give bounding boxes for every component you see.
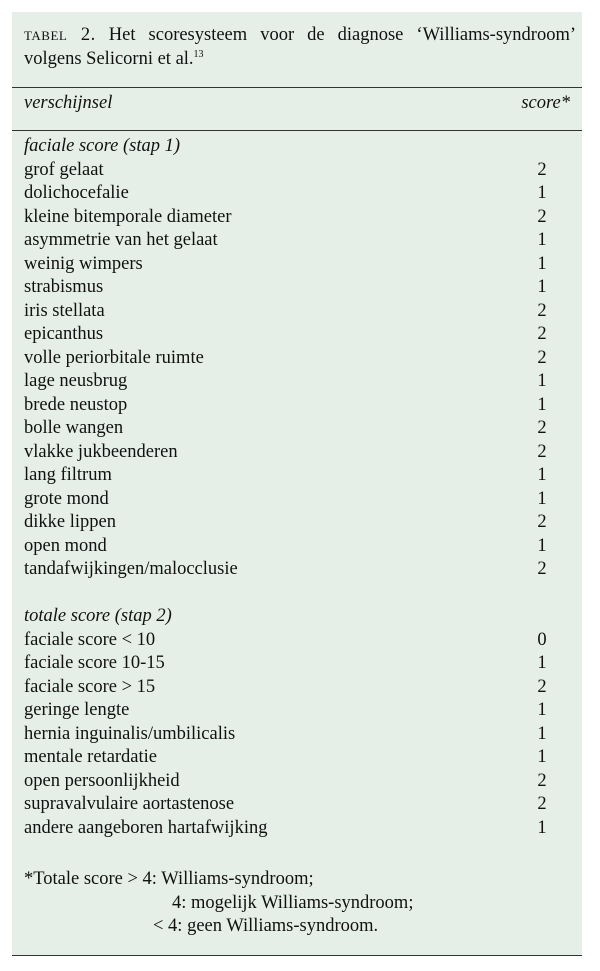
row-score: 1 xyxy=(537,277,547,297)
table-row xyxy=(24,558,552,582)
table-row xyxy=(24,464,552,488)
row-verschijnsel: dolichocefalie xyxy=(24,183,129,203)
table-row xyxy=(24,676,552,700)
row-score: 2 xyxy=(537,559,547,579)
row-verschijnsel: kleine bitemporale diameter xyxy=(24,206,232,227)
row-verschijnsel: hernia inguinalis/umbilicalis xyxy=(24,723,236,744)
table-row xyxy=(24,300,552,324)
row-score: 2 xyxy=(537,206,547,227)
table-row xyxy=(24,394,552,418)
row-score: 1 xyxy=(537,747,547,767)
table-row xyxy=(24,229,552,253)
row-verschijnsel: bolle wangen xyxy=(24,418,124,438)
row-score: 1 xyxy=(537,817,547,838)
table-row xyxy=(24,793,552,817)
row-verschijnsel: volle periorbitale ruimte xyxy=(24,347,204,368)
table-row xyxy=(24,770,552,794)
reference-number: 13 xyxy=(193,49,204,60)
row-score: 1 xyxy=(537,488,547,509)
row-score: 0 xyxy=(537,629,547,650)
table-row xyxy=(24,535,552,559)
row-verschijnsel: open mond xyxy=(24,535,107,556)
row-score: 2 xyxy=(537,300,547,321)
row-verschijnsel: iris stellata xyxy=(24,300,105,321)
row-verschijnsel: andere aangeboren hartafwijking xyxy=(24,817,268,838)
table-row xyxy=(24,699,552,723)
footnote-line-1: *Totale score > 4: Williams-syndroom; xyxy=(24,869,314,889)
row-score: 2 xyxy=(537,324,547,344)
row-score: 1 xyxy=(537,465,547,485)
row-verschijnsel: lang filtrum xyxy=(24,465,112,485)
row-score: 1 xyxy=(537,394,547,415)
table-row xyxy=(24,441,552,465)
table-row xyxy=(24,511,552,535)
table-panel xyxy=(12,12,582,956)
column-header-score: score* xyxy=(521,93,570,113)
row-verschijnsel: lage neusbrug xyxy=(24,371,128,391)
table-row xyxy=(24,817,552,841)
row-score: 2 xyxy=(537,418,547,438)
table-row xyxy=(24,159,552,183)
table-row xyxy=(24,370,552,394)
table-row xyxy=(24,488,552,512)
row-verschijnsel: grote mond xyxy=(24,488,109,509)
row-score: 2 xyxy=(537,512,547,532)
row-score: 1 xyxy=(537,371,547,391)
column-header-verschijnsel: verschijnsel xyxy=(24,93,113,113)
row-verschijnsel: brede neustop xyxy=(24,394,128,415)
section-title-text: faciale score (stap 1) xyxy=(24,136,181,156)
row-score: 1 xyxy=(537,253,547,274)
header-rule xyxy=(12,130,582,131)
table-row xyxy=(24,347,552,371)
row-verschijnsel: dikke lippen xyxy=(24,512,116,532)
table-row xyxy=(24,182,552,206)
section-title xyxy=(24,605,552,629)
table-row xyxy=(24,746,552,770)
row-score: 2 xyxy=(537,347,547,368)
row-score: 1 xyxy=(537,700,547,720)
row-score: 2 xyxy=(537,770,547,791)
table-label: tabel 2. xyxy=(24,25,96,45)
row-score: 2 xyxy=(537,159,547,180)
table-row xyxy=(24,323,552,347)
row-score: 1 xyxy=(537,653,547,673)
row-score: 2 xyxy=(537,676,547,697)
row-verschijnsel: faciale score < 10 xyxy=(24,629,156,650)
row-verschijnsel: faciale score 10-15 xyxy=(24,653,165,673)
section-title xyxy=(24,135,552,159)
row-score: 2 xyxy=(537,794,547,814)
top-rule xyxy=(12,87,582,88)
row-verschijnsel: mentale retardatie xyxy=(24,747,158,767)
row-verschijnsel: supravalvulaire aortastenose xyxy=(24,794,235,814)
row-score: 1 xyxy=(537,535,547,556)
row-verschijnsel: faciale score > 15 xyxy=(24,676,156,697)
row-score: 2 xyxy=(537,441,547,462)
row-score: 1 xyxy=(537,723,547,744)
row-verschijnsel: strabismus xyxy=(24,277,104,297)
row-verschijnsel: grof gelaat xyxy=(24,159,104,180)
row-verschijnsel: weinig wimpers xyxy=(24,253,143,274)
row-verschijnsel: tandafwijkingen/malocclusie xyxy=(24,559,238,579)
table-row xyxy=(24,276,552,300)
row-score: 1 xyxy=(537,230,547,250)
row-score: 1 xyxy=(537,183,547,203)
table-row xyxy=(24,629,552,653)
table-row xyxy=(24,253,552,277)
table-caption xyxy=(24,23,576,71)
section-title-text: totale score (stap 2) xyxy=(24,606,172,626)
row-verschijnsel: geringe lengte xyxy=(24,700,130,720)
footnote-line-2: 4: mogelijk Williams-syndroom; xyxy=(172,892,414,913)
caption-text: Het scoresysteem voor de diagnose ‘Williams-syndroom’ volgens Selicorni et al. xyxy=(24,25,576,69)
table-row xyxy=(24,206,552,230)
row-verschijnsel: vlakke jukbeenderen xyxy=(24,441,178,462)
row-verschijnsel: asymmetrie van het gelaat xyxy=(24,230,218,250)
table-row xyxy=(24,417,552,441)
table-row xyxy=(24,723,552,747)
table-row xyxy=(24,652,552,676)
row-verschijnsel: epicanthus xyxy=(24,324,104,344)
row-verschijnsel: open persoonlijkheid xyxy=(24,770,180,791)
footnote-line-3: < 4: geen Williams-syndroom. xyxy=(153,916,379,936)
